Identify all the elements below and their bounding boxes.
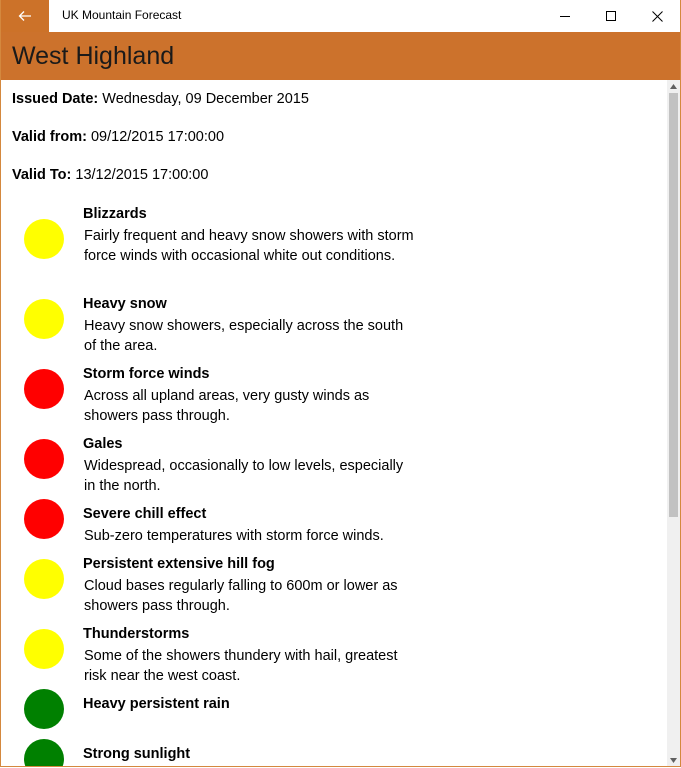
warning-level-indicator [24, 439, 64, 479]
valid-to-value: 13/12/2015 17:00:00 [75, 167, 209, 183]
warning-title: Thunderstorms [83, 626, 190, 642]
app-title: UK Mountain Forecast [62, 8, 182, 22]
chevron-up-icon [670, 84, 677, 89]
issued-date [12, 91, 309, 107]
warning-title: Heavy snow [83, 296, 167, 312]
warning-level-indicator [24, 629, 64, 669]
warning-description: Cloud bases regularly falling to 600m or lower as showers pass through. [84, 578, 398, 614]
minimize-button[interactable] [542, 0, 588, 32]
warning-level-indicator [24, 369, 64, 409]
warning-title: Severe chill effect [83, 506, 207, 522]
back-button[interactable] [1, 0, 49, 32]
issued-date-value: Wednesday, 09 December 2015 [102, 91, 309, 107]
title-bar [1, 0, 680, 32]
warning-description: Widespread, occasionally to low levels, especially in the north. [84, 458, 404, 494]
warning-title: Blizzards [83, 206, 147, 222]
warning-description: Across all upland areas, very gusty winds as showers pass through. [84, 388, 370, 424]
issued-date-label: Issued Date: [12, 91, 99, 107]
page-title: West Highland [12, 42, 175, 70]
vertical-scrollbar[interactable] [667, 80, 680, 766]
maximize-button[interactable] [588, 0, 634, 32]
valid-to-label: Valid To: [12, 167, 72, 183]
warning-description: Some of the showers thundery with hail, greatest risk near the west coast. [84, 648, 398, 684]
valid-from [12, 129, 224, 145]
warning-level-indicator [24, 559, 64, 599]
chevron-down-icon [670, 758, 677, 763]
scroll-thumb[interactable] [669, 93, 678, 517]
warning-title: Gales [83, 436, 123, 452]
warning-level-indicator [24, 739, 64, 767]
warning-level-indicator [24, 499, 64, 539]
warning-description: Heavy snow showers, especially across the south of the area. [84, 318, 404, 354]
warning-description: Sub-zero temperatures with storm force winds. [84, 528, 384, 544]
forecast-content[interactable] [1, 80, 667, 767]
warning-title: Storm force winds [83, 366, 210, 382]
minimize-icon [560, 11, 570, 21]
warning-title: Strong sunlight [83, 746, 191, 762]
warning-level-indicator [24, 219, 64, 259]
warning-description: Fairly frequent and heavy snow showers with storm force winds with occasional white out conditions. [84, 228, 414, 264]
page-header [1, 32, 680, 80]
scroll-down-button[interactable] [667, 754, 680, 766]
warning-level-indicator [24, 299, 64, 339]
close-button[interactable] [634, 0, 680, 32]
valid-from-label: Valid from: [12, 129, 87, 145]
maximize-icon [606, 11, 616, 21]
back-arrow-icon [18, 10, 32, 22]
scroll-up-button[interactable] [667, 80, 680, 92]
warning-level-indicator [24, 689, 64, 729]
close-icon [652, 11, 663, 22]
valid-to [12, 167, 208, 183]
warning-title: Heavy persistent rain [83, 696, 230, 712]
warning-title: Persistent extensive hill fog [83, 556, 275, 572]
valid-from-value: 09/12/2015 17:00:00 [90, 129, 225, 145]
